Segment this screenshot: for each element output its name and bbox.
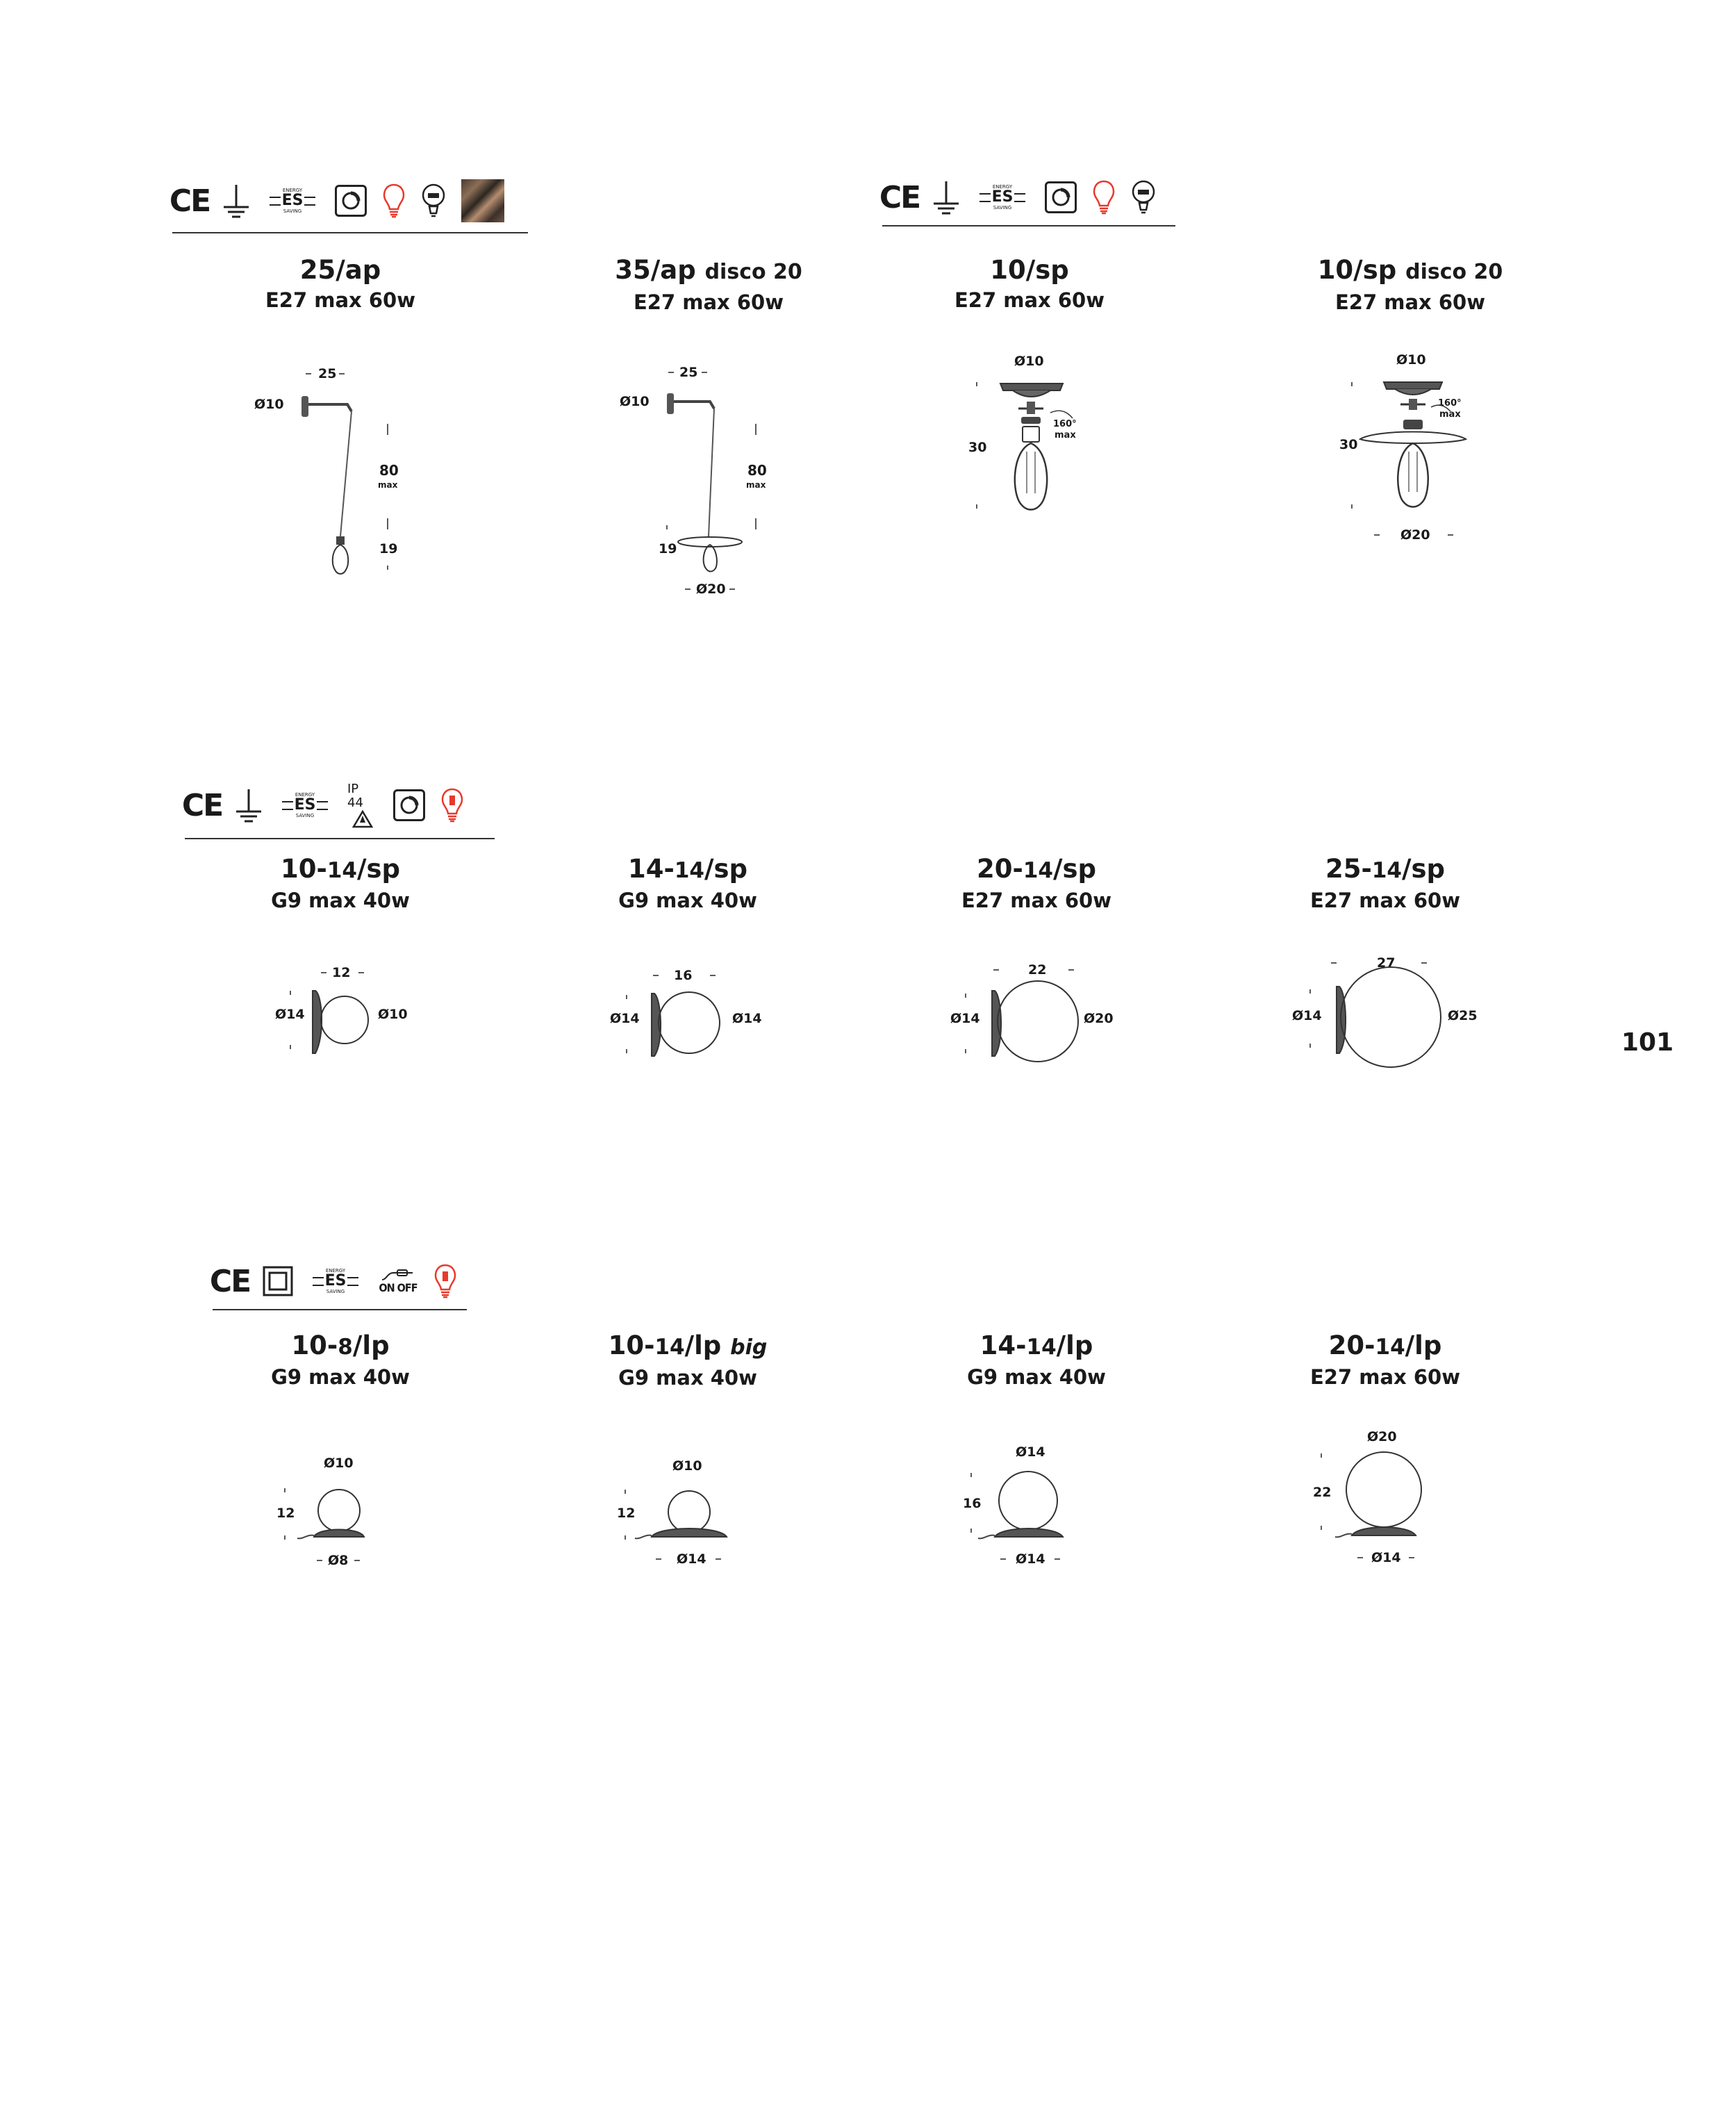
finish-swatch-image [461,179,504,222]
product-spec: G9 max 40w [271,889,410,912]
product-code: 14-14/lp [979,1330,1093,1360]
product-spec: E27 max 60w [954,288,1105,312]
energy-saving-icon: ENERGY ES SAVING [308,1268,363,1294]
dim-height: 80 [379,462,399,479]
product-25-ap [195,254,486,314]
incandescent-bulb-icon [382,183,406,219]
dimmer-icon [1045,181,1077,213]
dim-base: Ø14 [1292,1008,1322,1023]
ground-icon [222,183,250,218]
dim-base: Ø8 [328,1553,349,1568]
drawing-10-sp [959,347,1139,528]
product-25-14-sp [1239,853,1531,914]
drawing-35-ap-disco [611,354,806,604]
product-14-14-lp [891,1330,1182,1391]
drawing-25-ap [250,354,431,584]
product-spec: E27 max 60w [961,889,1111,912]
dim-globe: Ø14 [1016,1444,1045,1460]
dim-height: 16 [963,1496,982,1511]
product-spec: E27 max 60w [634,290,784,314]
dim-angle: 160° [1053,419,1077,429]
energy-saving-icon: ENERGY ES SAVING [278,792,332,818]
dim-depth: 16 [674,968,693,983]
dim-globe: Ø20 [1367,1429,1397,1444]
product-code: 10-14/sp [280,854,401,884]
dim-angle: 160° [1438,398,1462,409]
product-code: 10/sp [990,255,1069,285]
dim-top: Ø10 [1396,352,1426,368]
dim-depth: 27 [1377,955,1396,971]
product-spec: E27 max 60w [1310,1365,1460,1389]
drawing-14-14-lp [956,1431,1123,1584]
product-spec: G9 max 40w [618,889,757,912]
dim-height: 30 [968,440,987,455]
ground-icon [932,180,960,215]
dim-height: 80 [747,462,767,479]
dim-globe: Ø10 [324,1456,354,1471]
dim-disc: Ø20 [1400,527,1430,543]
drawing-10-14-sp [271,959,431,1070]
ce-mark-icon: CE [879,179,920,215]
incandescent-bulb-icon [433,1263,457,1299]
product-10-14-lp-big [542,1330,834,1392]
product-code: 14-14/sp [627,854,748,884]
drawing-10-8-lp [271,1445,410,1584]
row1-right-icon-bar [879,179,1175,226]
product-35-ap-disco [563,254,854,316]
dim-top: 25 [318,366,337,381]
dim-height: 12 [276,1506,295,1521]
dim-height: 22 [1313,1485,1332,1500]
dim-angle-note: max [1439,409,1461,420]
product-code: 10-14/lp big [608,1330,768,1360]
product-code: 20-14/sp [976,854,1097,884]
product-code: 25/ap [299,255,381,285]
product-spec: E27 max 60w [265,288,415,312]
drawing-14-14-sp [604,959,778,1070]
dim-height: 30 [1339,437,1358,452]
dim-base: Ø14 [1016,1551,1045,1567]
dim-top: Ø10 [1014,354,1044,369]
dim-base: Ø14 [610,1011,640,1026]
product-code: 10/sp disco 20 [1317,255,1503,285]
drawing-20-14-lp [1306,1415,1487,1581]
dimmer-icon [335,185,367,217]
dim-side: Ø10 [254,397,284,412]
product-20-14-lp [1239,1330,1531,1391]
product-code: 10-8/lp [291,1330,390,1360]
dim-globe: Ø10 [378,1007,408,1022]
dim-base: Ø14 [950,1011,980,1026]
ground-icon [235,788,263,823]
drawing-20-14-sp [945,952,1139,1077]
dim-height-note: max [378,480,398,490]
product-10-sp [884,254,1175,314]
dim-bottom: 19 [659,541,677,557]
product-code: 25-14/sp [1325,854,1446,884]
incandescent-bulb-icon [1092,179,1116,215]
product-10-14-sp [195,853,486,914]
energy-saving-icon: ENERGY ES SAVING [265,188,320,214]
product-10-sp-disco [1264,254,1556,316]
dim-depth: 22 [1028,962,1047,978]
dim-globe: Ø25 [1448,1008,1478,1023]
product-spec: E27 max 60w [1310,889,1460,912]
incandescent-bulb-icon [440,787,464,823]
row1-left-icon-bar [169,179,528,233]
ce-mark-icon: CE [169,183,210,219]
dim-base: Ø14 [677,1551,706,1567]
product-10-8-lp [195,1330,486,1391]
ip44-warning-icon: IP 44 [347,782,378,828]
product-spec: E27 max 60w [1335,290,1485,314]
product-14-14-sp [542,853,834,914]
double-insulation-icon [263,1266,293,1296]
energy-saving-icon: ENERGY ES SAVING [975,184,1030,211]
drawing-10-14-lp-big [611,1445,771,1584]
on-off-switch-icon: ON OFF [378,1269,418,1294]
dimmer-icon [393,789,425,821]
dim-globe: Ø14 [732,1011,762,1026]
dim-height-note: max [746,480,766,490]
dim-angle-note: max [1055,430,1076,440]
dim-globe: Ø20 [1084,1011,1114,1026]
dim-base: Ø14 [275,1007,305,1022]
product-spec: G9 max 40w [618,1366,757,1390]
row3-icon-bar [209,1263,467,1310]
page-number: 101 [1621,1028,1674,1057]
ce-mark-icon: CE [209,1263,251,1299]
dim-disc: Ø20 [696,582,726,597]
dim-bottom: 19 [379,541,398,557]
dim-side: Ø10 [620,394,650,409]
product-spec: G9 max 40w [271,1365,410,1389]
dim-base: Ø14 [1371,1550,1401,1565]
led-bulb-icon [1131,179,1156,215]
product-code: 20-14/lp [1328,1330,1442,1360]
drawing-25-14-sp [1289,945,1498,1084]
product-code: 35/ap disco 20 [615,255,802,285]
row2-icon-bar [181,782,495,839]
product-20-14-sp [891,853,1182,914]
dim-depth: 12 [332,965,351,980]
dim-top: 25 [679,365,698,380]
drawing-10-sp-disco [1334,347,1514,549]
dim-height: 12 [617,1506,636,1521]
ce-mark-icon: CE [181,787,223,823]
dim-globe: Ø10 [672,1458,702,1474]
product-spec: G9 max 40w [967,1365,1106,1389]
led-bulb-icon [421,183,446,219]
